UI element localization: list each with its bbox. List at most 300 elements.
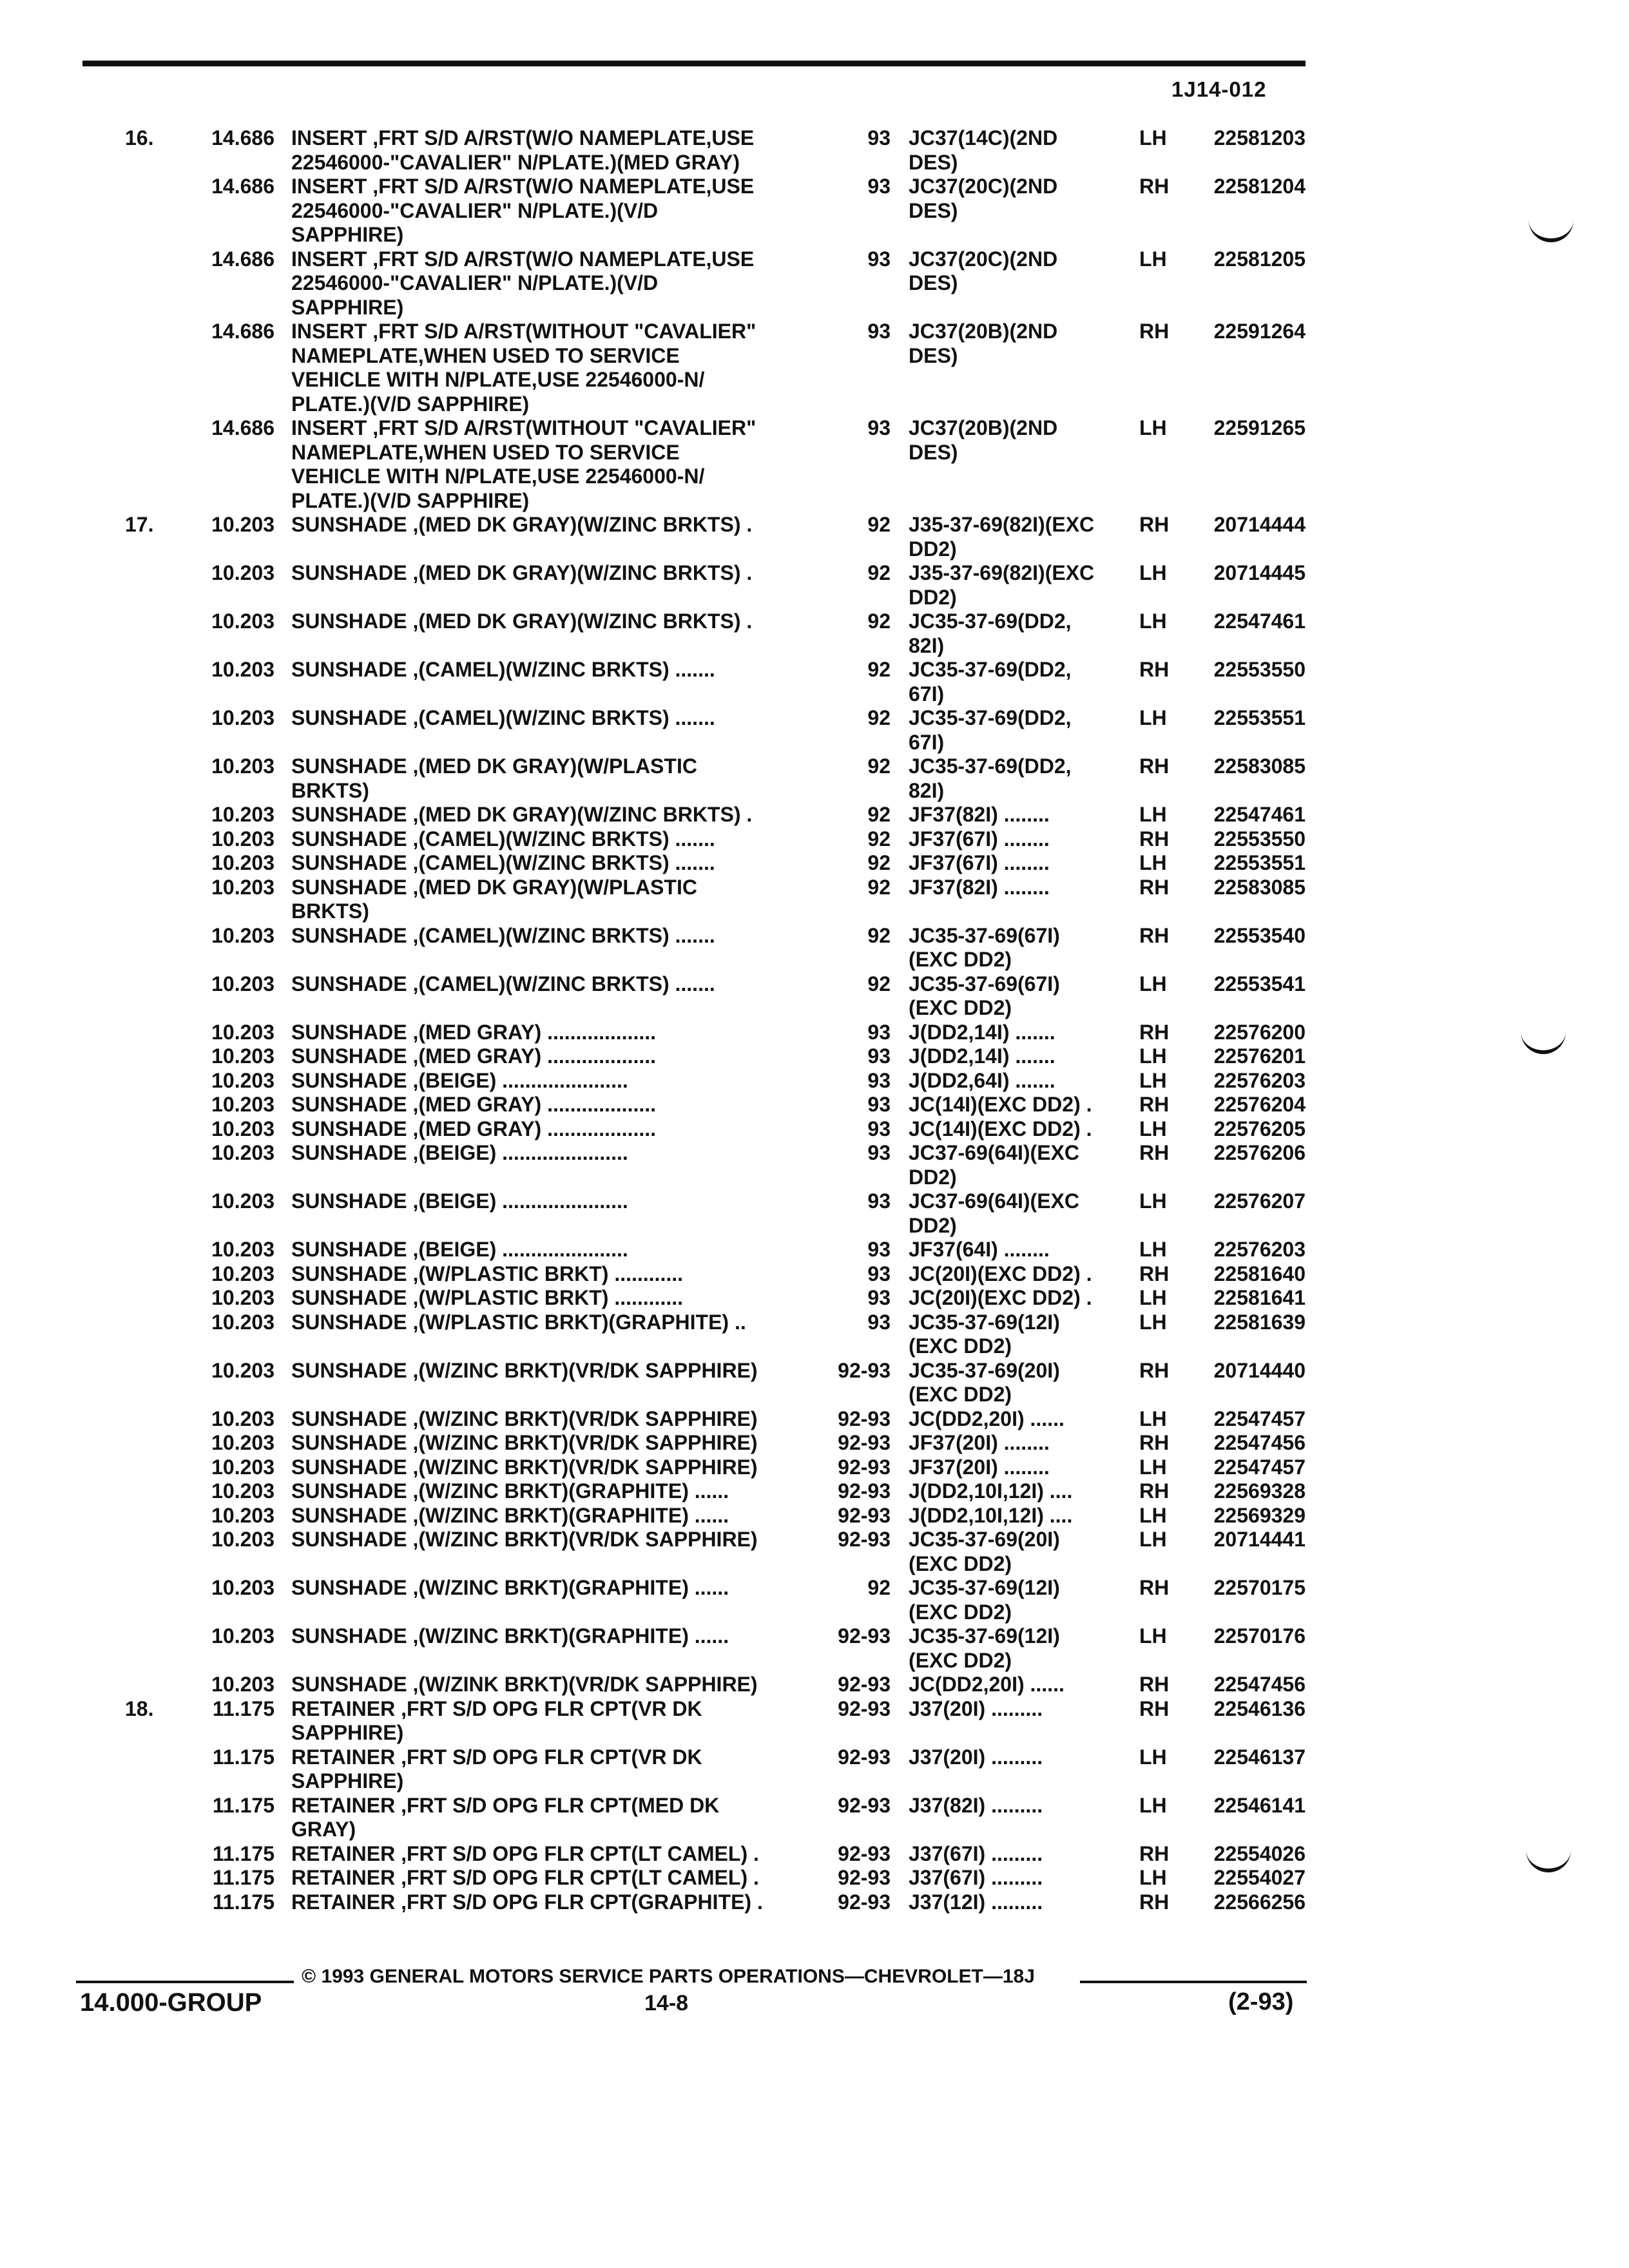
side-indicator: RH [1139, 1841, 1170, 1865]
part-number: 22583085 [1213, 754, 1306, 778]
application-line: JF37(82I) ........ [909, 875, 1050, 899]
part-description-line: SUNSHADE ,(BEIGE) ...................... [291, 1068, 628, 1092]
parts-row [0, 1431, 1629, 1456]
side-indicator: LH [1139, 1624, 1167, 1648]
part-number: 22581639 [1213, 1310, 1306, 1334]
group-number: 10.203 [211, 1117, 275, 1140]
group-number: 11.175 [212, 1890, 275, 1914]
application-line: J37(12I) ......... [909, 1890, 1043, 1914]
model-year: 93 [867, 1262, 891, 1285]
part-description-line: SUNSHADE ,(W/ZINK BRKT)(VR/DK SAPPHIRE) [291, 1673, 758, 1696]
side-indicator: LH [1139, 1238, 1167, 1261]
application-line: JC37(20B)(2ND [909, 320, 1058, 343]
application-line: (EXC DD2) [909, 1600, 1012, 1624]
group-number: 10.203 [211, 1020, 275, 1044]
parts-row [0, 1021, 1629, 1045]
part-number: 22547461 [1213, 803, 1306, 826]
side-indicator: RH [1139, 658, 1170, 681]
application-line: JC(DD2,20I) ...... [909, 1407, 1065, 1430]
part-description-line: SUNSHADE ,(CAMEL)(W/ZINC BRKTS) ....... [291, 972, 715, 995]
application-line: J(DD2,14I) ....... [909, 1044, 1055, 1068]
part-description-line: INSERT ,FRT S/D A/RST(W/O NAMEPLATE,USE [291, 126, 755, 149]
group-number: 10.203 [211, 754, 275, 778]
part-description-line: SUNSHADE ,(MED DK GRAY)(W/ZINC BRKTS) . [291, 561, 753, 584]
part-description-line: SAPPHIRE) [291, 1721, 404, 1744]
parts-row [0, 610, 1629, 658]
application-line: DD2) [909, 537, 957, 561]
part-description-line: INSERT ,FRT S/D A/RST(W/O NAMEPLATE,USE [291, 247, 755, 271]
part-number: 22591264 [1213, 320, 1306, 343]
group-number: 10.203 [211, 1455, 275, 1479]
application-line: JC(20I)(EXC DD2) . [909, 1286, 1092, 1309]
part-description-line: SUNSHADE ,(W/ZINC BRKT)(GRAPHITE) ...... [291, 1624, 729, 1648]
part-number: 22547461 [1213, 610, 1306, 633]
part-description-line: SUNSHADE ,(MED GRAY) ................... [291, 1044, 656, 1068]
group-number: 14.686 [211, 416, 275, 439]
parts-row [0, 1890, 1629, 1915]
model-year: 92-93 [838, 1503, 891, 1527]
side-indicator: LH [1139, 1117, 1167, 1140]
group-number: 10.203 [211, 875, 275, 899]
side-indicator: LH [1139, 1407, 1167, 1430]
model-year: 93 [867, 1189, 891, 1213]
part-number: 22546137 [1213, 1745, 1306, 1769]
part-description-line: SUNSHADE ,(CAMEL)(W/ZINC BRKTS) ....... [291, 851, 715, 874]
part-description-line: VEHICLE WITH N/PLATE,USE 22546000-N/ [291, 465, 705, 488]
parts-row [0, 924, 1629, 972]
application-line: JC37(20C)(2ND [909, 247, 1058, 271]
group-number: 10.203 [211, 1479, 275, 1503]
part-number: 22576201 [1213, 1044, 1306, 1068]
parts-row [0, 1528, 1629, 1576]
application-line: DD2) [909, 1213, 957, 1237]
part-number: 22547457 [1213, 1407, 1306, 1430]
side-indicator: RH [1139, 754, 1170, 778]
part-number: 22570175 [1213, 1576, 1306, 1599]
item-reference: 17. [125, 513, 154, 536]
model-year: 93 [867, 320, 891, 343]
application-line: 82I) [909, 778, 945, 802]
side-indicator: RH [1139, 875, 1170, 899]
model-year: 92 [867, 754, 891, 778]
group-number: 11.175 [212, 1745, 275, 1769]
group-number: 10.203 [211, 1044, 275, 1068]
side-indicator: LH [1139, 706, 1167, 729]
model-year: 93 [867, 1020, 891, 1044]
parts-row [0, 1286, 1629, 1311]
model-year: 92 [867, 1576, 891, 1599]
part-description-line: SUNSHADE ,(W/ZINC BRKT)(VR/DK SAPPHIRE) [291, 1455, 758, 1479]
part-description-line: NAMEPLATE,WHEN USED TO SERVICE [291, 440, 680, 464]
parts-row [0, 1311, 1629, 1359]
part-description-line: SUNSHADE ,(W/PLASTIC BRKT) ............ [291, 1286, 683, 1309]
group-number: 10.203 [211, 972, 275, 995]
part-number: 22576206 [1213, 1141, 1306, 1164]
side-indicator: LH [1139, 1044, 1167, 1068]
group-number: 10.203 [211, 1624, 275, 1648]
application-line: JC35-37-69(DD2, [909, 610, 1072, 633]
part-description-line: SUNSHADE ,(BEIGE) ...................... [291, 1141, 628, 1164]
side-indicator: LH [1139, 1189, 1167, 1213]
part-number: 22547456 [1213, 1673, 1306, 1696]
application-line: 67I) [909, 682, 945, 706]
application-line: JC35-37-69(DD2, [909, 754, 1072, 778]
part-description-line: RETAINER ,FRT S/D OPG FLR CPT(GRAPHITE) . [291, 1890, 763, 1914]
model-year: 92 [867, 923, 891, 947]
part-number: 22547457 [1213, 1455, 1306, 1479]
application-line: J37(20I) ......... [909, 1696, 1043, 1720]
part-description-line: SAPPHIRE) [291, 1769, 404, 1792]
application-line: JC37-69(64I)(EXC [909, 1141, 1079, 1164]
side-indicator: LH [1139, 1866, 1167, 1889]
group-number: 10.203 [211, 1262, 275, 1285]
model-year: 92 [867, 875, 891, 899]
application-line: (EXC DD2) [909, 1648, 1012, 1672]
application-line: (EXC DD2) [909, 948, 1012, 971]
part-number: 22547456 [1213, 1431, 1306, 1454]
group-number: 10.203 [211, 1358, 275, 1382]
part-description-line: BRKTS) [291, 778, 369, 802]
parts-row [0, 972, 1629, 1021]
parts-row [0, 1117, 1629, 1142]
footer-group: 14.000-GROUP [80, 1988, 262, 2017]
part-description-line: SUNSHADE ,(MED GRAY) ................... [291, 1093, 656, 1116]
part-description-line: RETAINER ,FRT S/D OPG FLR CPT(VR DK [291, 1745, 702, 1769]
application-line: JC37(14C)(2ND [909, 126, 1058, 149]
side-indicator: RH [1139, 1262, 1170, 1285]
page-id: 1J14-012 [1171, 77, 1267, 101]
parts-row [0, 1359, 1629, 1407]
application-line: (EXC DD2) [909, 996, 1012, 1019]
parts-row [0, 1479, 1629, 1504]
group-number: 10.203 [211, 706, 275, 729]
application-line: J37(67I) ......... [909, 1841, 1043, 1865]
part-number: 22546136 [1213, 1696, 1306, 1720]
model-year: 92-93 [838, 1866, 891, 1889]
part-number: 22553550 [1213, 658, 1306, 681]
part-description-line: RETAINER ,FRT S/D OPG FLR CPT(LT CAMEL) . [291, 1866, 759, 1889]
side-indicator: LH [1139, 1528, 1167, 1551]
part-description-line: SAPPHIRE) [291, 223, 404, 246]
part-description-line: SAPPHIRE) [291, 295, 404, 319]
part-number: 22576203 [1213, 1068, 1306, 1092]
model-year: 92-93 [838, 1890, 891, 1914]
parts-row [0, 706, 1629, 754]
application-line: DD2) [909, 585, 957, 609]
part-number: 22553550 [1213, 827, 1306, 850]
model-year: 92-93 [838, 1745, 891, 1769]
footer-rule-left [76, 1981, 294, 1983]
application-line: JF37(67I) ........ [909, 827, 1050, 850]
model-year: 92 [867, 561, 891, 584]
part-description-line: SUNSHADE ,(CAMEL)(W/ZINC BRKTS) ....... [291, 658, 715, 681]
group-number: 10.203 [211, 1141, 275, 1164]
part-description-line: BRKTS) [291, 899, 369, 923]
application-line: DES) [909, 150, 958, 174]
part-number: 22553551 [1213, 706, 1306, 729]
part-number: 22569329 [1213, 1503, 1306, 1527]
model-year: 93 [867, 175, 891, 198]
group-number: 10.203 [211, 1238, 275, 1261]
group-number: 10.203 [211, 1189, 275, 1213]
part-number: 22546141 [1213, 1793, 1306, 1817]
application-line: JF37(64I) ........ [909, 1238, 1050, 1261]
part-number: 22581205 [1213, 247, 1306, 271]
part-number: 22566256 [1213, 1890, 1306, 1914]
side-indicator: LH [1139, 1745, 1167, 1769]
parts-row [0, 1238, 1629, 1262]
part-description-line: RETAINER ,FRT S/D OPG FLR CPT(LT CAMEL) . [291, 1841, 759, 1865]
parts-row [0, 1624, 1629, 1673]
side-indicator: RH [1139, 513, 1170, 536]
parts-row [0, 320, 1629, 416]
top-rule [82, 61, 1306, 66]
group-number: 14.686 [211, 247, 275, 271]
parts-row [0, 1697, 1629, 1745]
part-description-line: RETAINER ,FRT S/D OPG FLR CPT(MED DK [291, 1793, 720, 1817]
part-description-line: SUNSHADE ,(MED GRAY) ................... [291, 1117, 656, 1140]
part-description-line: SUNSHADE ,(BEIGE) ...................... [291, 1189, 628, 1213]
part-description-line: SUNSHADE ,(MED DK GRAY)(W/PLASTIC [291, 875, 697, 899]
application-line: 67I) [909, 730, 945, 754]
part-number: 22570176 [1213, 1624, 1306, 1648]
group-number: 11.175 [212, 1696, 275, 1720]
parts-row [0, 1745, 1629, 1794]
part-number: 22576200 [1213, 1020, 1306, 1044]
side-indicator: RH [1139, 1141, 1170, 1164]
model-year: 93 [867, 1238, 891, 1261]
application-line: DD2) [909, 1165, 957, 1189]
side-indicator: LH [1139, 1068, 1167, 1092]
application-line: JC37-69(64I)(EXC [909, 1189, 1079, 1213]
part-description-line: SUNSHADE ,(MED DK GRAY)(W/ZINC BRKTS) . [291, 513, 753, 536]
application-line: JC(14I)(EXC DD2) . [909, 1117, 1092, 1140]
model-year: 92-93 [838, 1841, 891, 1865]
application-line: JC(20I)(EXC DD2) . [909, 1262, 1092, 1285]
application-line: J37(20I) ......... [909, 1745, 1043, 1769]
parts-row [0, 803, 1629, 827]
part-number: 20714441 [1213, 1528, 1306, 1551]
model-year: 92-93 [838, 1407, 891, 1430]
parts-row [0, 416, 1629, 513]
group-number: 10.203 [211, 1093, 275, 1116]
application-line: JC35-37-69(DD2, [909, 658, 1072, 681]
part-description-line: INSERT ,FRT S/D A/RST(W/O NAMEPLATE,USE [291, 175, 755, 198]
part-number: 20714444 [1213, 513, 1306, 536]
part-description-line: RETAINER ,FRT S/D OPG FLR CPT(VR DK [291, 1696, 702, 1720]
group-number: 10.203 [211, 1407, 275, 1430]
parts-row [0, 513, 1629, 561]
part-number: 22553551 [1213, 851, 1306, 874]
side-indicator: LH [1139, 1310, 1167, 1334]
group-number: 10.203 [211, 1431, 275, 1454]
group-number: 10.203 [211, 1673, 275, 1696]
model-year: 92 [867, 851, 891, 874]
footer-rule-right [1080, 1981, 1307, 1983]
item-reference: 18. [125, 1696, 154, 1720]
application-line: J(DD2,10I,12I) .... [909, 1503, 1073, 1527]
parts-list [0, 126, 1629, 1914]
parts-row [0, 126, 1629, 175]
side-indicator: RH [1139, 1020, 1170, 1044]
group-number: 14.686 [211, 126, 275, 149]
parts-row [0, 1189, 1629, 1238]
group-number: 11.175 [212, 1841, 275, 1865]
part-description-line: 22546000-"CAVALIER" N/PLATE.)(MED GRAY) [291, 150, 740, 174]
part-number: 22583085 [1213, 875, 1306, 899]
part-number: 22554027 [1213, 1866, 1306, 1889]
application-line: DES) [909, 343, 958, 367]
side-indicator: RH [1139, 1093, 1170, 1116]
parts-row [0, 876, 1629, 924]
model-year: 93 [867, 1068, 891, 1092]
model-year: 92 [867, 972, 891, 995]
group-number: 10.203 [211, 1068, 275, 1092]
side-indicator: LH [1139, 1793, 1167, 1817]
part-number: 22576207 [1213, 1189, 1306, 1213]
application-line: 82I) [909, 633, 945, 657]
side-indicator: RH [1139, 320, 1170, 343]
part-number: 22576205 [1213, 1117, 1306, 1140]
side-indicator: LH [1139, 1455, 1167, 1479]
side-indicator: RH [1139, 1673, 1170, 1696]
model-year: 92-93 [838, 1479, 891, 1503]
group-number: 10.203 [211, 851, 275, 874]
part-number: 20714445 [1213, 561, 1306, 584]
group-number: 14.686 [211, 320, 275, 343]
model-year: 92-93 [838, 1431, 891, 1454]
model-year: 93 [867, 1044, 891, 1068]
parts-row [0, 827, 1629, 852]
application-line: J(DD2,10I,12I) .... [909, 1479, 1073, 1503]
part-description-line: SUNSHADE ,(W/ZINC BRKT)(GRAPHITE) ...... [291, 1479, 729, 1503]
part-number: 22576203 [1213, 1238, 1306, 1261]
part-number: 22581640 [1213, 1262, 1306, 1285]
footer-date: (2-93) [1228, 1988, 1294, 2015]
side-indicator: LH [1139, 416, 1167, 439]
application-line: JF37(67I) ........ [909, 851, 1050, 874]
parts-row [0, 1456, 1629, 1480]
application-line: JF37(20I) ........ [909, 1455, 1050, 1479]
part-number: 22581204 [1213, 175, 1306, 198]
parts-row [0, 1866, 1629, 1890]
model-year: 92-93 [838, 1696, 891, 1720]
footer-copyright: © 1993 GENERAL MOTORS SERVICE PARTS OPERATIONS—CHEVROLET—18J [302, 1966, 1035, 1987]
item-reference: 16. [125, 126, 154, 149]
parts-row [0, 1407, 1629, 1432]
application-line: JC37(20C)(2ND [909, 175, 1058, 198]
part-description-line: GRAY) [291, 1818, 356, 1841]
model-year: 92-93 [838, 1455, 891, 1479]
side-indicator: RH [1139, 1479, 1170, 1503]
model-year: 93 [867, 1141, 891, 1164]
parts-row [0, 1576, 1629, 1624]
part-description-line: 22546000-"CAVALIER" N/PLATE.)(V/D [291, 271, 659, 294]
part-description-line: SUNSHADE ,(W/ZINC BRKT)(GRAPHITE) ...... [291, 1576, 729, 1599]
group-number: 11.175 [212, 1793, 275, 1817]
parts-row [0, 561, 1629, 610]
part-number: 22553540 [1213, 923, 1306, 947]
part-description-line: SUNSHADE ,(MED DK GRAY)(W/ZINC BRKTS) . [291, 610, 753, 633]
application-line: JC35-37-69(20I) [909, 1528, 1060, 1551]
model-year: 93 [867, 247, 891, 271]
application-line: JC35-37-69(12I) [909, 1310, 1060, 1334]
parts-row [0, 1673, 1629, 1697]
model-year: 92 [867, 513, 891, 536]
side-indicator: LH [1139, 561, 1167, 584]
model-year: 92 [867, 803, 891, 826]
group-number: 10.203 [211, 1286, 275, 1309]
part-number: 20714440 [1213, 1358, 1306, 1382]
part-description-line: SUNSHADE ,(MED GRAY) ................... [291, 1020, 656, 1044]
application-line: JF37(20I) ........ [909, 1431, 1050, 1454]
application-line: (EXC DD2) [909, 1552, 1012, 1575]
group-number: 10.203 [211, 658, 275, 681]
model-year: 93 [867, 1093, 891, 1116]
part-description-line: SUNSHADE ,(W/ZINC BRKT)(VR/DK SAPPHIRE) [291, 1431, 758, 1454]
group-number: 10.203 [211, 1528, 275, 1551]
part-description-line: SUNSHADE ,(CAMEL)(W/ZINC BRKTS) ....... [291, 923, 715, 947]
part-description-line: SUNSHADE ,(W/ZINC BRKT)(VR/DK SAPPHIRE) [291, 1358, 758, 1382]
group-number: 10.203 [211, 561, 275, 584]
part-description-line: SUNSHADE ,(W/ZINC BRKT)(VR/DK SAPPHIRE) [291, 1528, 758, 1551]
side-indicator: LH [1139, 610, 1167, 633]
part-description-line: SUNSHADE ,(W/PLASTIC BRKT) ............ [291, 1262, 683, 1285]
part-description-line: SUNSHADE ,(W/ZINC BRKT)(VR/DK SAPPHIRE) [291, 1407, 758, 1430]
part-description-line: SUNSHADE ,(CAMEL)(W/ZINC BRKTS) ....... [291, 827, 715, 850]
parts-row [0, 1262, 1629, 1287]
group-number: 10.203 [211, 1576, 275, 1599]
part-description-line: PLATE.)(V/D SAPPHIRE) [291, 488, 530, 512]
group-number: 10.203 [211, 610, 275, 633]
side-indicator: RH [1139, 1576, 1170, 1599]
model-year: 92-93 [838, 1358, 891, 1382]
application-line: JC(14I)(EXC DD2) . [909, 1093, 1092, 1116]
side-indicator: RH [1139, 1431, 1170, 1454]
parts-row [0, 851, 1629, 876]
part-description-line: SUNSHADE ,(W/PLASTIC BRKT)(GRAPHITE) .. [291, 1310, 746, 1334]
group-number: 10.203 [211, 803, 275, 826]
parts-row [0, 1069, 1629, 1093]
application-line: JC35-37-69(20I) [909, 1358, 1060, 1382]
application-line: J35-37-69(82I)(EXC [909, 561, 1095, 584]
parts-row [0, 1794, 1629, 1842]
group-number: 10.203 [211, 1503, 275, 1527]
part-number: 22581641 [1213, 1286, 1306, 1309]
model-year: 93 [867, 1286, 891, 1309]
part-number: 22581203 [1213, 126, 1306, 149]
parts-row [0, 1044, 1629, 1069]
application-line: JC35-37-69(DD2, [909, 706, 1072, 729]
application-line: JC37(20B)(2ND [909, 416, 1058, 439]
part-description-line: 22546000-"CAVALIER" N/PLATE.)(V/D [291, 198, 659, 222]
application-line: DES) [909, 271, 958, 294]
group-number: 10.203 [211, 923, 275, 947]
parts-row [0, 1842, 1629, 1867]
application-line: JC35-37-69(12I) [909, 1576, 1060, 1599]
application-line: JC35-37-69(67I) [909, 972, 1060, 995]
part-description-line: SUNSHADE ,(MED DK GRAY)(W/PLASTIC [291, 754, 697, 778]
parts-row [0, 1093, 1629, 1117]
part-description-line: SUNSHADE ,(MED DK GRAY)(W/ZINC BRKTS) . [291, 803, 753, 826]
parts-row [0, 754, 1629, 803]
application-line: J(DD2,64I) ....... [909, 1068, 1055, 1092]
application-line: J37(82I) ......... [909, 1793, 1043, 1817]
side-indicator: LH [1139, 126, 1167, 149]
model-year: 92-93 [838, 1624, 891, 1648]
application-line: DES) [909, 198, 958, 222]
side-indicator: LH [1139, 247, 1167, 271]
